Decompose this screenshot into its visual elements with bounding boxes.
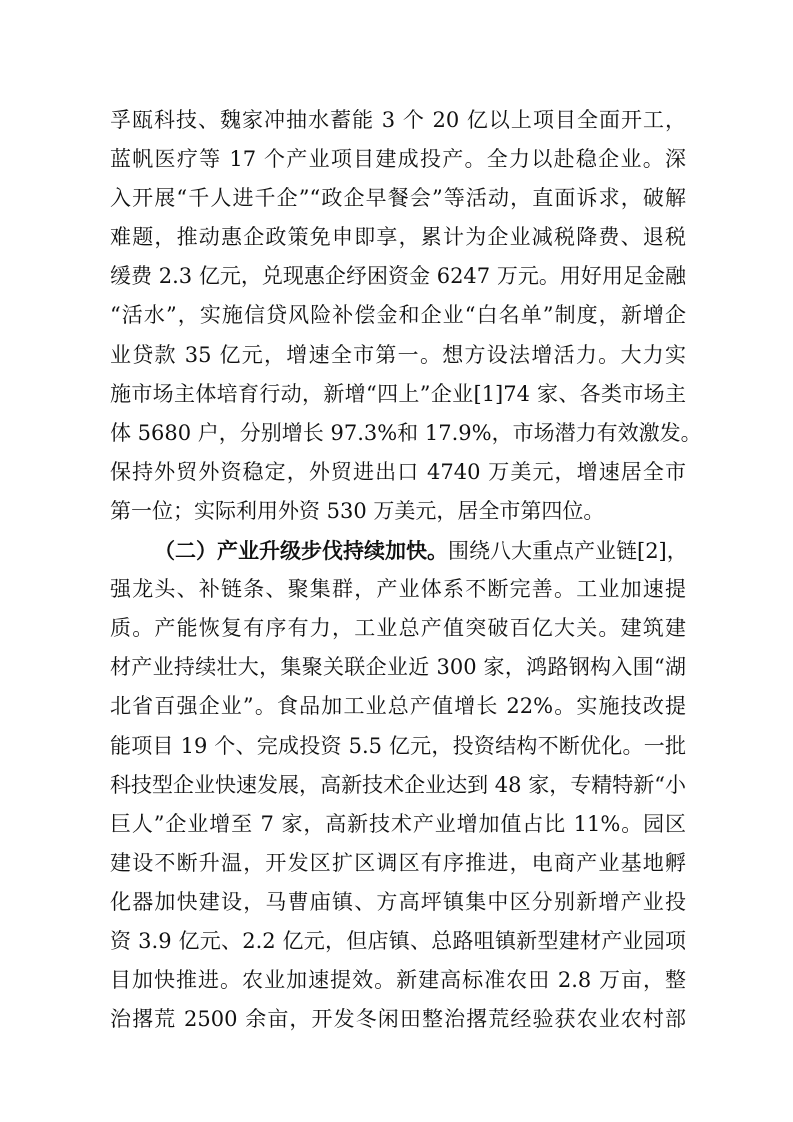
paragraph-business-support bbox=[110, 101, 702, 531]
text-line bbox=[110, 531, 686, 570]
text-line: 体 5680 户，分别增长 97.3%和 17.9%，市场潜力有效激发。 bbox=[110, 420, 702, 445]
text-line: 质。产能恢复有序有力，工业总产值突破百亿大关。建筑建 bbox=[110, 616, 686, 641]
text-line: 建设不断升温，开发区扩区调区有序推进，电商产业基地孵 bbox=[110, 850, 686, 875]
text-span: 围绕八大重点产业链[2]， bbox=[448, 539, 688, 564]
text-line: 蓝帆医疗等 17 个产业项目建成投产。全力以赴稳企业。深 bbox=[110, 147, 686, 172]
text-line: 北省百强企业”。食品加工业总产值增长 22%。实施技改提 bbox=[110, 694, 686, 719]
text-line: 孚瓯科技、魏家冲抽水蓄能 3 个 20 亿以上项目全面开工， bbox=[110, 108, 686, 132]
text-line: 第一位；实际利用外资 530 万美元，居全市第四位。 bbox=[110, 498, 605, 523]
text-line: 业贷款 35 亿元，增速全市第一。想方设法增活力。大力实 bbox=[110, 342, 686, 367]
text-line: 施市场主体培育行动，新增“四上”企业[1]74 家、各类市场主 bbox=[110, 381, 686, 406]
text-line: 资 3.9 亿元、2.2 亿元，但店镇、总路咀镇新型建材产业园项 bbox=[110, 928, 686, 953]
text-line: 入开展“千人进千企”“政企早餐会”等活动，直面诉求，破解 bbox=[110, 186, 686, 211]
text-line: 难题，推动惠企政策免申即享，累计为企业减税降费、退税 bbox=[110, 225, 686, 250]
document-page bbox=[110, 101, 702, 1039]
text-line: 治撂荒 2500 余亩，开发冬闲田整治撂荒经验获农业农村部 bbox=[110, 1007, 686, 1032]
text-line: 科技型企业快速发展，高新技术企业达到 48 家，专精特新“小 bbox=[110, 772, 686, 797]
text-line: 化器加快建设，马曹庙镇、方高坪镇集中区分别新增产业投 bbox=[110, 889, 686, 914]
text-line: 强龙头、补链条、聚集群，产业体系不断完善。工业加速提 bbox=[110, 577, 686, 602]
text-line: 缓费 2.3 亿元，兑现惠企纾困资金 6247 万元。用好用足金融 bbox=[110, 264, 686, 289]
paragraph-industrial-upgrade bbox=[110, 531, 686, 1039]
text-line: 材产业持续壮大，集聚关联企业近 300 家，鸿路钢构入围“湖 bbox=[110, 655, 686, 680]
text-line: 保持外贸外资稳定，外贸进出口 4740 万美元，增速居全市 bbox=[110, 459, 686, 484]
text-line: 巨人”企业增至 7 家，高新技术产业增加值占比 11%。园区 bbox=[110, 811, 686, 836]
text-line: 能项目 19 个、完成投资 5.5 亿元，投资结构不断优化。一批 bbox=[110, 733, 686, 758]
text-line: 目加快推进。农业加速提效。新建高标准农田 2.8 万亩，整 bbox=[110, 968, 686, 993]
section-heading: （二）产业升级步伐持续加快。 bbox=[154, 538, 448, 564]
text-line: “活水”，实施信贷风险补偿金和企业“白名单”制度，新增企 bbox=[110, 303, 686, 328]
